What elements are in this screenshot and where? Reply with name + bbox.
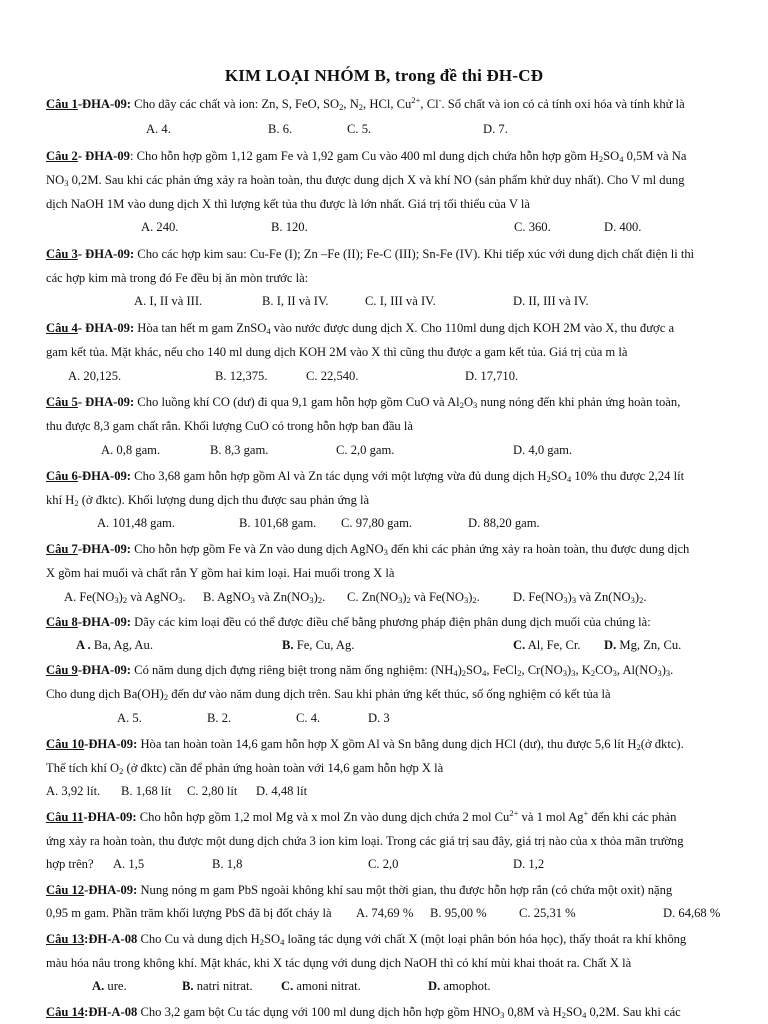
q12-option-a: A. 74,69 % — [356, 906, 414, 920]
q14-sub: 3 — [500, 1010, 505, 1020]
q6-option-a: A. 101,48 gam. — [97, 516, 176, 530]
question-3-text — [46, 246, 694, 262]
q5-text: O — [463, 395, 474, 409]
question-12-label: Câu 12 — [46, 883, 85, 897]
question-6-label: Câu 6 — [46, 469, 78, 483]
question-5-tag: - ĐHA-09: — [77, 395, 135, 409]
question-13-tag: :ĐH-A-08 — [84, 932, 138, 946]
question-12-options — [0, 906, 768, 922]
q6-text: khí H — [46, 493, 75, 507]
question-14-label: Câu 14 — [46, 1005, 85, 1019]
q6-text: Cho 3,68 gam hỗn hợp gồm Al và Zn tác dụng với một lượng vừa đủ dung dịch H — [131, 469, 547, 483]
q8-option-a — [76, 638, 153, 653]
q13-option-text: ure. — [104, 979, 127, 993]
question-5-label: Câu 5 — [46, 395, 78, 409]
q7-sub: 3 — [383, 547, 388, 557]
question-2-tag: - ĐHA-09 — [77, 149, 130, 163]
q11-option-b: B. 1,8 — [212, 857, 243, 871]
q14-sub: 4 — [582, 1010, 587, 1020]
q14-text: Cho 3,2 gam bột Cu tác dụng với 100 ml dung dịch hỗn hợp gồm HNO — [137, 1005, 501, 1019]
q11-text: đến khi các phản — [588, 810, 677, 824]
q6-sub: 4 — [566, 474, 572, 484]
q8-option-d — [604, 638, 681, 653]
question-9-text-line2: Cho dung dịch $Ba(OH)_2$ đến dư vào năm dung dịch trên. Sau khi phản ứng kết thúc, số ống nghiệm có kết tủa là — [46, 687, 611, 702]
question-9-label: Câu 9 — [46, 663, 78, 677]
q6-text: 10% thu được 2,24 lít — [571, 469, 685, 483]
q13-option-letter: B. — [182, 979, 194, 993]
q12-text-line2: 0,95 m gam. Phần trăm khối lượng PbS đã bị đốt cháy là — [46, 906, 332, 920]
q7-text: đến khi các phản ứng xảy ra hoàn toàn, thu được dung dịch — [387, 542, 690, 556]
question-1-options — [0, 122, 768, 138]
question-3-text-line2: các hợp kim mà trong đó Fe đều bị ăn mòn trước là: — [46, 271, 309, 285]
question-10-tag: -ĐHA-09: — [84, 737, 138, 751]
q8-option-letter: D. — [604, 638, 617, 652]
question-5-text — [46, 394, 680, 410]
question-4-tag: - ĐHA-09: — [77, 321, 135, 335]
question-14-tag: :ĐH-A-08 — [84, 1005, 138, 1019]
q4-option-c: C. 22,540. — [306, 369, 359, 383]
q1-text: Cho dãy các chất và ion: Zn, S, FeO, SO — [131, 97, 340, 111]
q7-option-d: D. $Fe(NO_3)_3$ và $Zn(NO_3)_2$. — [513, 590, 647, 605]
q2-option-a: A. 240. — [141, 220, 179, 234]
q2-sub: 4 — [619, 154, 624, 164]
question-10-label: Câu 10 — [46, 737, 85, 751]
q13-option-text: natri nitrat. — [193, 979, 253, 993]
question-5-options — [0, 443, 768, 459]
q9-option-b: B. 2. — [207, 711, 232, 725]
q1-option-a: A. 4. — [146, 122, 171, 136]
q11-text-line3: hợp trên? — [46, 857, 94, 871]
question-6-tag: -ĐHA-09: — [77, 469, 132, 483]
question-8-text — [46, 614, 651, 630]
q5-sub: 3 — [473, 400, 478, 410]
q8-option-text: Fe, Cu, Ag. — [293, 638, 355, 652]
q6-text: SO — [550, 469, 567, 483]
q10-option-d: D. 4,48 lít — [256, 784, 308, 798]
q14-text: SO — [565, 1005, 583, 1019]
q14-text: 0,2M. Sau khi các — [586, 1005, 681, 1019]
q8-option-letter: A . — [76, 638, 91, 652]
question-11-label: Câu 11 — [46, 810, 84, 824]
q4-option-a: A. 20,125. — [68, 369, 122, 383]
question-11-tag: -ĐHA-09: — [83, 810, 137, 824]
question-2-options — [0, 220, 768, 236]
question-10-text — [46, 736, 684, 752]
q2-text: NO — [46, 173, 65, 187]
q11-sup: 2+ — [509, 808, 519, 818]
question-4-text-line2: gam kết tủa. Mặt khác, nếu cho 140 ml dung dịch KOH 2M vào X thì cũng thu được a gam kết tủa. Giá trị của m là — [46, 345, 628, 359]
q14-text: 0,8M và H — [504, 1005, 562, 1019]
question-3-label: Câu 3 — [46, 247, 78, 261]
q5-sub: 2 — [459, 400, 464, 410]
question-2-label: Câu 2 — [46, 149, 78, 163]
q8-option-letter: C. — [513, 638, 526, 652]
question-2-text-line2 — [46, 172, 685, 188]
page-title: KIM LOẠI NHÓM B, trong đề thi ĐH-CĐ — [224, 66, 544, 85]
q1-text: , HCl, Cu — [363, 97, 412, 111]
q12-option-c: C. 25,31 % — [519, 906, 576, 920]
q6-text: (ở đktc). Khối lượng dung dịch thu được sau phản ứng là — [78, 493, 370, 507]
question-8-tag: -ĐHA-09: — [77, 615, 132, 629]
question-5-text-line2: thu được 8,3 gam chất rắn. Khối lượng CuO có trong hỗn hợp ban đầu là — [46, 419, 413, 433]
q10-option-b: B. 1,68 lít — [121, 784, 172, 798]
q13-text: SO — [264, 932, 281, 946]
question-6-text — [46, 468, 684, 484]
question-7-options — [0, 590, 768, 606]
question-4-label: Câu 4 — [46, 321, 78, 335]
q13-text: loãng tác dụng với chất X (một loại phân bón hóa học), thấy thoát ra khí không — [284, 932, 687, 946]
question-3-tag: - ĐHA-09: — [77, 247, 135, 261]
q13-option-c — [281, 979, 361, 994]
q11-sup: + — [583, 808, 589, 818]
q3-option-b: B. I, II và IV. — [262, 294, 329, 308]
question-7-tag: -ĐHA-09: — [77, 542, 132, 556]
q13-sub: 4 — [280, 937, 285, 947]
q2-text: 0,2M. Sau khi các phản ứng xảy ra hoàn toàn, thu được dung dịch X và khí NO (sản phẩm khử duy nhất). Cho V ml dung — [68, 173, 685, 187]
question-9-options — [0, 711, 768, 727]
q13-option-d — [428, 979, 491, 994]
question-9-text — [46, 662, 673, 678]
question-4-options — [0, 369, 768, 385]
q1-option-d: D. 7. — [483, 122, 508, 136]
q11-text: và 1 mol Ag — [518, 810, 584, 824]
question-7-text — [46, 541, 689, 557]
q5-option-a: A. 0,8 gam. — [101, 443, 161, 457]
question-6-options — [0, 516, 768, 532]
question-13-text-line2: màu hóa nâu trong không khí. Mặt khác, khi X tác dụng với dung dịch NaOH thì có khí mùi khai thoát ra. Chất X là — [46, 956, 632, 970]
q10-text: (ở đktc). — [640, 737, 684, 751]
q3-option-c: C. I, III và IV. — [365, 294, 436, 308]
q13-option-b — [182, 979, 253, 994]
q11-text: Cho hỗn hợp gồm 1,2 mol Mg và x mol Zn vào dung dịch chứa 2 mol Cu — [136, 810, 510, 824]
question-4-text — [46, 320, 674, 336]
q5-text: Cho luồng khí CO (dư) đi qua 9,1 gam hỗn hợp gồm CuO và Al — [134, 395, 460, 409]
q6-sub: 2 — [546, 474, 551, 484]
question-2-text — [46, 148, 686, 164]
question-11-text-line2: ứng xảy ra hoàn toàn, thu được một dung dịch chứa 3 ion kim loại. Trong các giá trị sau đây, giá trị nào của x thỏa mãn trường — [46, 834, 684, 848]
q6-sub: 2 — [74, 498, 79, 508]
question-1-label: Câu 1 — [46, 97, 78, 111]
q2-sub: 2 — [598, 154, 604, 164]
q13-sub: 2 — [259, 937, 264, 947]
q4-option-d: D. 17,710. — [465, 369, 519, 383]
q11-option-d: D. 1,2 — [513, 857, 545, 871]
q13-option-text: amoni nitrat. — [293, 979, 361, 993]
question-10-text-line2 — [46, 760, 443, 776]
q6-option-c: C. 97,80 gam. — [341, 516, 413, 530]
question-3-options — [0, 294, 768, 310]
q13-option-letter: A. — [92, 979, 105, 993]
q13-text: Cho Cu và dung dịch H — [137, 932, 260, 946]
q13-option-letter: C. — [281, 979, 294, 993]
q10-text: Hòa tan hoàn toàn 14,6 gam hỗn hợp X gồm Al và Sn bằng dung dịch HCl (dư), thu được 5,6 lít H — [137, 737, 637, 751]
q8-text: Dãy các kim loại đều có thể được điều chế bằng phương pháp điện phân dung dịch muối của chúng là: — [131, 615, 651, 629]
q2-text: : Cho hỗn hợp gồm 1,12 gam Fe và 1,92 gam Cu vào 400 ml dung dịch chứa hỗn hợp gồm H — [129, 149, 599, 163]
q5-option-d: D. 4,0 gam. — [513, 443, 573, 457]
q8-option-letter: B. — [282, 638, 294, 652]
q1-sub: 2 — [358, 102, 364, 112]
question-10-options — [0, 784, 768, 800]
q1-option-c: C. 5. — [347, 122, 372, 136]
q4-sub: 4 — [266, 326, 271, 336]
q10-option-c: C. 2,80 lít — [187, 784, 238, 798]
question-13-label: Câu 13 — [46, 932, 85, 946]
q4-text: Hòa tan hết m gam ZnSO — [134, 321, 267, 335]
question-7-label: Câu 7 — [46, 542, 78, 556]
q8-option-text: Al, Fe, Cr. — [525, 638, 581, 652]
q2-text: 0,5M và Na — [623, 149, 687, 163]
question-11-text — [46, 809, 676, 825]
q11-option-a: A. 1,5 — [113, 857, 145, 871]
q12-text: Nung nóng m gam PbS ngoài không khí sau một thời gian, thu được hỗn hợp rắn (có chứa một oxit) nặng — [137, 883, 673, 897]
q9-option-c: C. 4. — [296, 711, 321, 725]
q5-option-c: C. 2,0 gam. — [336, 443, 395, 457]
q1-option-b: B. 6. — [268, 122, 293, 136]
question-14-text — [46, 1004, 681, 1020]
q9-text: Có năm dung dịch đựng riêng biệt trong năm ống nghiệm: $(NH_4)_2SO_4$, FeCl$_2$, $Cr(NO_3)_3$, $K_2CO_3$, $Al(NO_3)_3$. — [131, 663, 674, 678]
q9-option-d: D. 3 — [368, 711, 390, 725]
question-12-tag: -ĐHA-09: — [84, 883, 138, 897]
question-8-label: Câu 8 — [46, 615, 78, 629]
q2-option-b: B. 120. — [271, 220, 308, 234]
q3-option-d: D. II, III và IV. — [513, 294, 589, 308]
question-1-tag: -ĐHA-09: — [77, 97, 132, 111]
q10-text: (ở đktc) cần để phản ứng hoàn toàn với 14,6 gam hỗn hợp X là — [123, 761, 444, 775]
q4-text: vào nước được dung dịch X. Cho 110ml dung dịch KOH 2M vào X, thu được a — [270, 321, 675, 335]
question-8-options — [0, 638, 768, 654]
q13-option-text: amophot. — [440, 979, 491, 993]
q5-text: nung nóng đến khi phản ứng hoàn toàn, — [477, 395, 681, 409]
q13-option-letter: D. — [428, 979, 441, 993]
q6-option-b: B. 101,68 gam. — [239, 516, 317, 530]
question-1-text — [46, 96, 685, 112]
q13-option-a — [92, 979, 127, 994]
q6-option-d: D. 88,20 gam. — [468, 516, 540, 530]
q10-text: Thể tích khí O — [46, 761, 120, 775]
q14-sub: 2 — [561, 1010, 566, 1020]
question-7-text-line2: X gồm hai muối và chất rắn Y gồm hai kim loại. Hai muối trong X là — [46, 566, 395, 580]
question-9-tag: -ĐHA-09: — [77, 663, 132, 677]
question-11-options — [0, 857, 768, 873]
q10-sub: 2 — [636, 742, 641, 752]
q1-text: . Số chất và ion có cả tính oxi hóa và tính khử là — [441, 97, 685, 111]
q8-option-text: Mg, Zn, Cu. — [616, 638, 682, 652]
q5-option-b: B. 8,3 gam. — [210, 443, 269, 457]
q1-text: , Cl — [420, 97, 439, 111]
q1-sub: 2 — [339, 102, 344, 112]
question-13-text — [46, 931, 686, 947]
q1-text: , N — [343, 97, 359, 111]
q7-option-a: A. $Fe(NO_3)_2$ và AgNO$_3$. — [64, 590, 186, 605]
question-6-text-line2 — [46, 492, 369, 508]
q2-text: SO — [603, 149, 620, 163]
q9-option-a: A. 5. — [117, 711, 142, 725]
question-12-text — [46, 882, 672, 898]
q2-option-c: C. 360. — [514, 220, 551, 234]
q12-option-d: D. 64,68 % — [663, 906, 721, 920]
q10-option-a: A. 3,92 lít. — [46, 784, 101, 798]
q7-text: Cho hỗn hợp gồm Fe và Zn vào dung dịch AgNO — [131, 542, 384, 556]
q3-option-a: A. I, II và III. — [134, 294, 203, 308]
q1-sup: 2+ — [411, 95, 421, 105]
q8-option-text: Ba, Ag, Au. — [90, 638, 153, 652]
q1-sup: - — [438, 95, 442, 105]
q8-option-c — [513, 638, 581, 653]
q8-option-b — [282, 638, 354, 653]
question-13-options — [0, 979, 768, 995]
q11-option-c: C. 2,0 — [368, 857, 399, 871]
q4-option-b: B. 12,375. — [215, 369, 268, 383]
q2-sub: 3 — [64, 178, 69, 188]
q3-text: Cho các hợp kim sau: Cu-Fe (I); Zn –Fe (II); Fe-C (III); Sn-Fe (IV). Khi tiếp xúc với dung dịch chất điện li thì — [134, 247, 695, 261]
q12-option-b: B. 95,00 % — [430, 906, 487, 920]
q7-option-c: C. $Zn(NO_3)_2$ và $Fe(NO_3)_2$. — [347, 590, 480, 605]
q7-option-b: B. AgNO$_3$ và $Zn(NO_3)_2$. — [203, 590, 326, 605]
question-2-text-line3: dịch NaOH 1M vào dung dịch X thì lượng kết tủa thu được là lớn nhất. Giá trị tối thiểu của V là — [46, 197, 531, 211]
q10-sub: 2 — [119, 766, 124, 776]
q2-option-d: D. 400. — [604, 220, 642, 234]
